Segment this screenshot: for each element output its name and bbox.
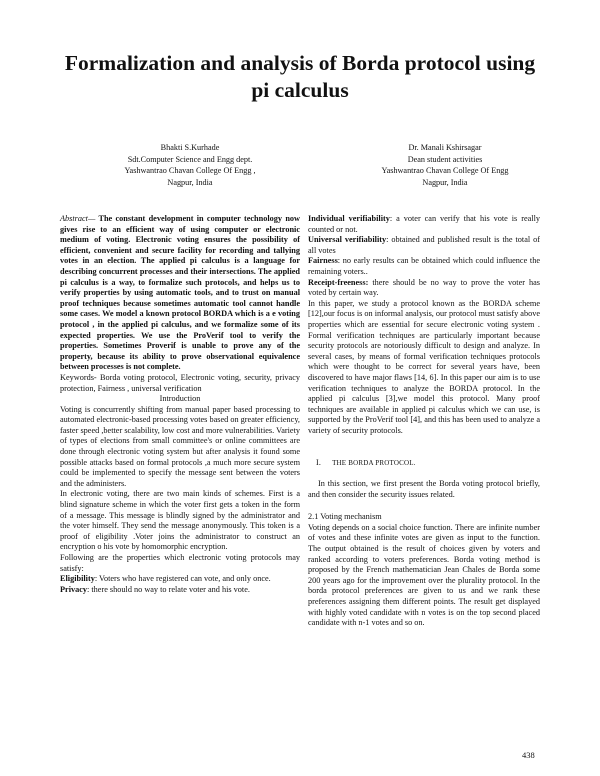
author-dept: Dean student activities [407,154,483,164]
section-paragraph: In this section, we first present the Borda voting protocol briefly, and then consider the security issues related. [308,479,540,499]
subsection-paragraph: Voting depends on a social choice function. There are infinite number of votes and these infinite votes are given as input to the function. The output obtained is the result of choices given by voters and ranked according to voters preferences. Borda voting method is proposed by the French mathematician Jean Chales de Borda some 200 years ago for the improvement over the plurality protocol. In the borda protocol preferences are given to us and we rank these preferences assigning them different points. The result get displayed with highly voted candidate with n votes is on the top second placed candidate with n-1 votes and so on. [308,522,540,628]
property-item [308,235,540,256]
property-term: Receipt-freeness: [308,277,369,287]
keywords: Keywords- Borda voting protocol, Electronic voting, security, privacy protection, Fairness , universal verification [60,372,300,393]
author-block-2 [335,142,555,188]
property-text: : there should no way to relate voter and his vote. [87,584,250,594]
property-term: Individual verifiability [308,214,390,223]
intro-paragraph: Voting is concurrently shifting from manual paper based processing to automated electronic-based processing votes based on greater efficiency, faster speed ,better scalability, low cost and more vulnerabilities. Variety of types of elections from small committee's or online committees are done through electronic voting system but after analysis it found some possible attacks based on formal protocols ,a much more secure system could be implemented to specify the message sent between the voters and the administers. [60,404,300,488]
property-text: : Voters who have registered can vote, and only once. [94,574,271,584]
author-name: Bhakti S.Kurhade [160,143,220,152]
author-org: Yashwantrao Chavan College Of Engg [381,166,509,175]
author-city: Nagpur, India [167,177,213,187]
author-name: Dr. Manali Kshirsagar [408,143,482,152]
property-text: : a voter can verify that his vote is really counted or not. [308,214,540,234]
abstract [60,214,300,373]
section-title: THE BORDA PROTOCOL. [332,459,416,468]
property-item [308,256,540,277]
body-paragraph: In this paper, we study a protocol known as the BORDA scheme [12],our focus is on informal analysis, our protocol must satisfy above properties which are essential for secure electronic voting system . Formal verification techniques are particularly important because security protocols are notoriously difficult to design and analyze. In several cases, by means of formal verification techniques protocols which were thought to be correct for several years have, been discovered to have major flaws [14, 6]. In this paper our aim is to use verification techniques to analyze the BORDA protocol. In the applied pi calculus [3],we model this protocol. Many proof techniques are available in applied pi calculus which we can use, is supported by the ProVerif tool [4], and this has been used to analyze a variety of security protocols. [308,298,540,435]
section-heading [316,458,540,469]
property-text: : obtained and published result is the total of all votes [308,235,540,255]
property-term: Eligibility [60,574,95,584]
author-org: Yashwantrao Chavan College Of Engg , [124,166,256,175]
property-item [60,585,300,596]
subsection-heading: 2.1 Voting mechanism [308,512,382,522]
property-text: : no early results can be obtained which could influence the remaining voters.. [308,256,540,276]
property-term: Universal verifiability [308,235,387,245]
property-item [308,214,540,235]
property-term: Privacy [60,584,88,594]
section-number: I. [316,458,322,468]
property-text: there should be no way to prove the voter has voted by certain way. [308,277,540,298]
intro-paragraph: Following are the properties which electronic voting protocols may satisfy: [60,553,300,573]
intro-heading: Introduction [159,394,201,404]
abstract-label: Abstract— [60,214,96,223]
property-item [60,574,300,585]
property-item [308,278,540,299]
property-term: Fairness [308,256,338,266]
intro-paragraph: In electronic voting, there are two main kinds of schemes. First is a blind signature scheme in which the voter first gets a token in the form of a message. This message is blindly signed by the administrator and the voter himself. They send the message anonymously. This token is a proof of eligibility .Voter joins the administrator to construct an encryption o his vote by homomorphic encryption. [60,489,300,552]
author-block-1 [80,142,300,188]
author-city: Nagpur, India [422,177,468,187]
left-column [60,214,300,595]
right-column [308,214,540,629]
page-number: 438 [522,750,535,760]
paper-title: Formalization and analysis of Borda protocol using pi calculus [64,51,536,102]
author-dept: Sdt.Computer Science and Engg dept. [127,154,253,164]
abstract-text: The constant development in computer technology now gives rise to an efficient way of using computer or electronic medium of voting. Electronic voting ensures the possibility of efficient, convenient and secure facility for recording and tallying votes in an election. The applied pi calculus is a language for describing concurrent processes and their intersections. The applied pi calculus is a way, to formalize such protocols, and helps us to verify properties by using automatic tools, and to trust on manual proof techniques because sometimes automatic tool cannot handle some cases. We model a known protocol BORDA which is a e voting protocol , in the applied pi calculus, and we formalize some of its expected properties. We use the ProVerif tool to verify the properties. Sometimes Proverif is unable to prove any of the property, because its ability to prove observational equivalence between processes is not complete. [60,214,300,372]
